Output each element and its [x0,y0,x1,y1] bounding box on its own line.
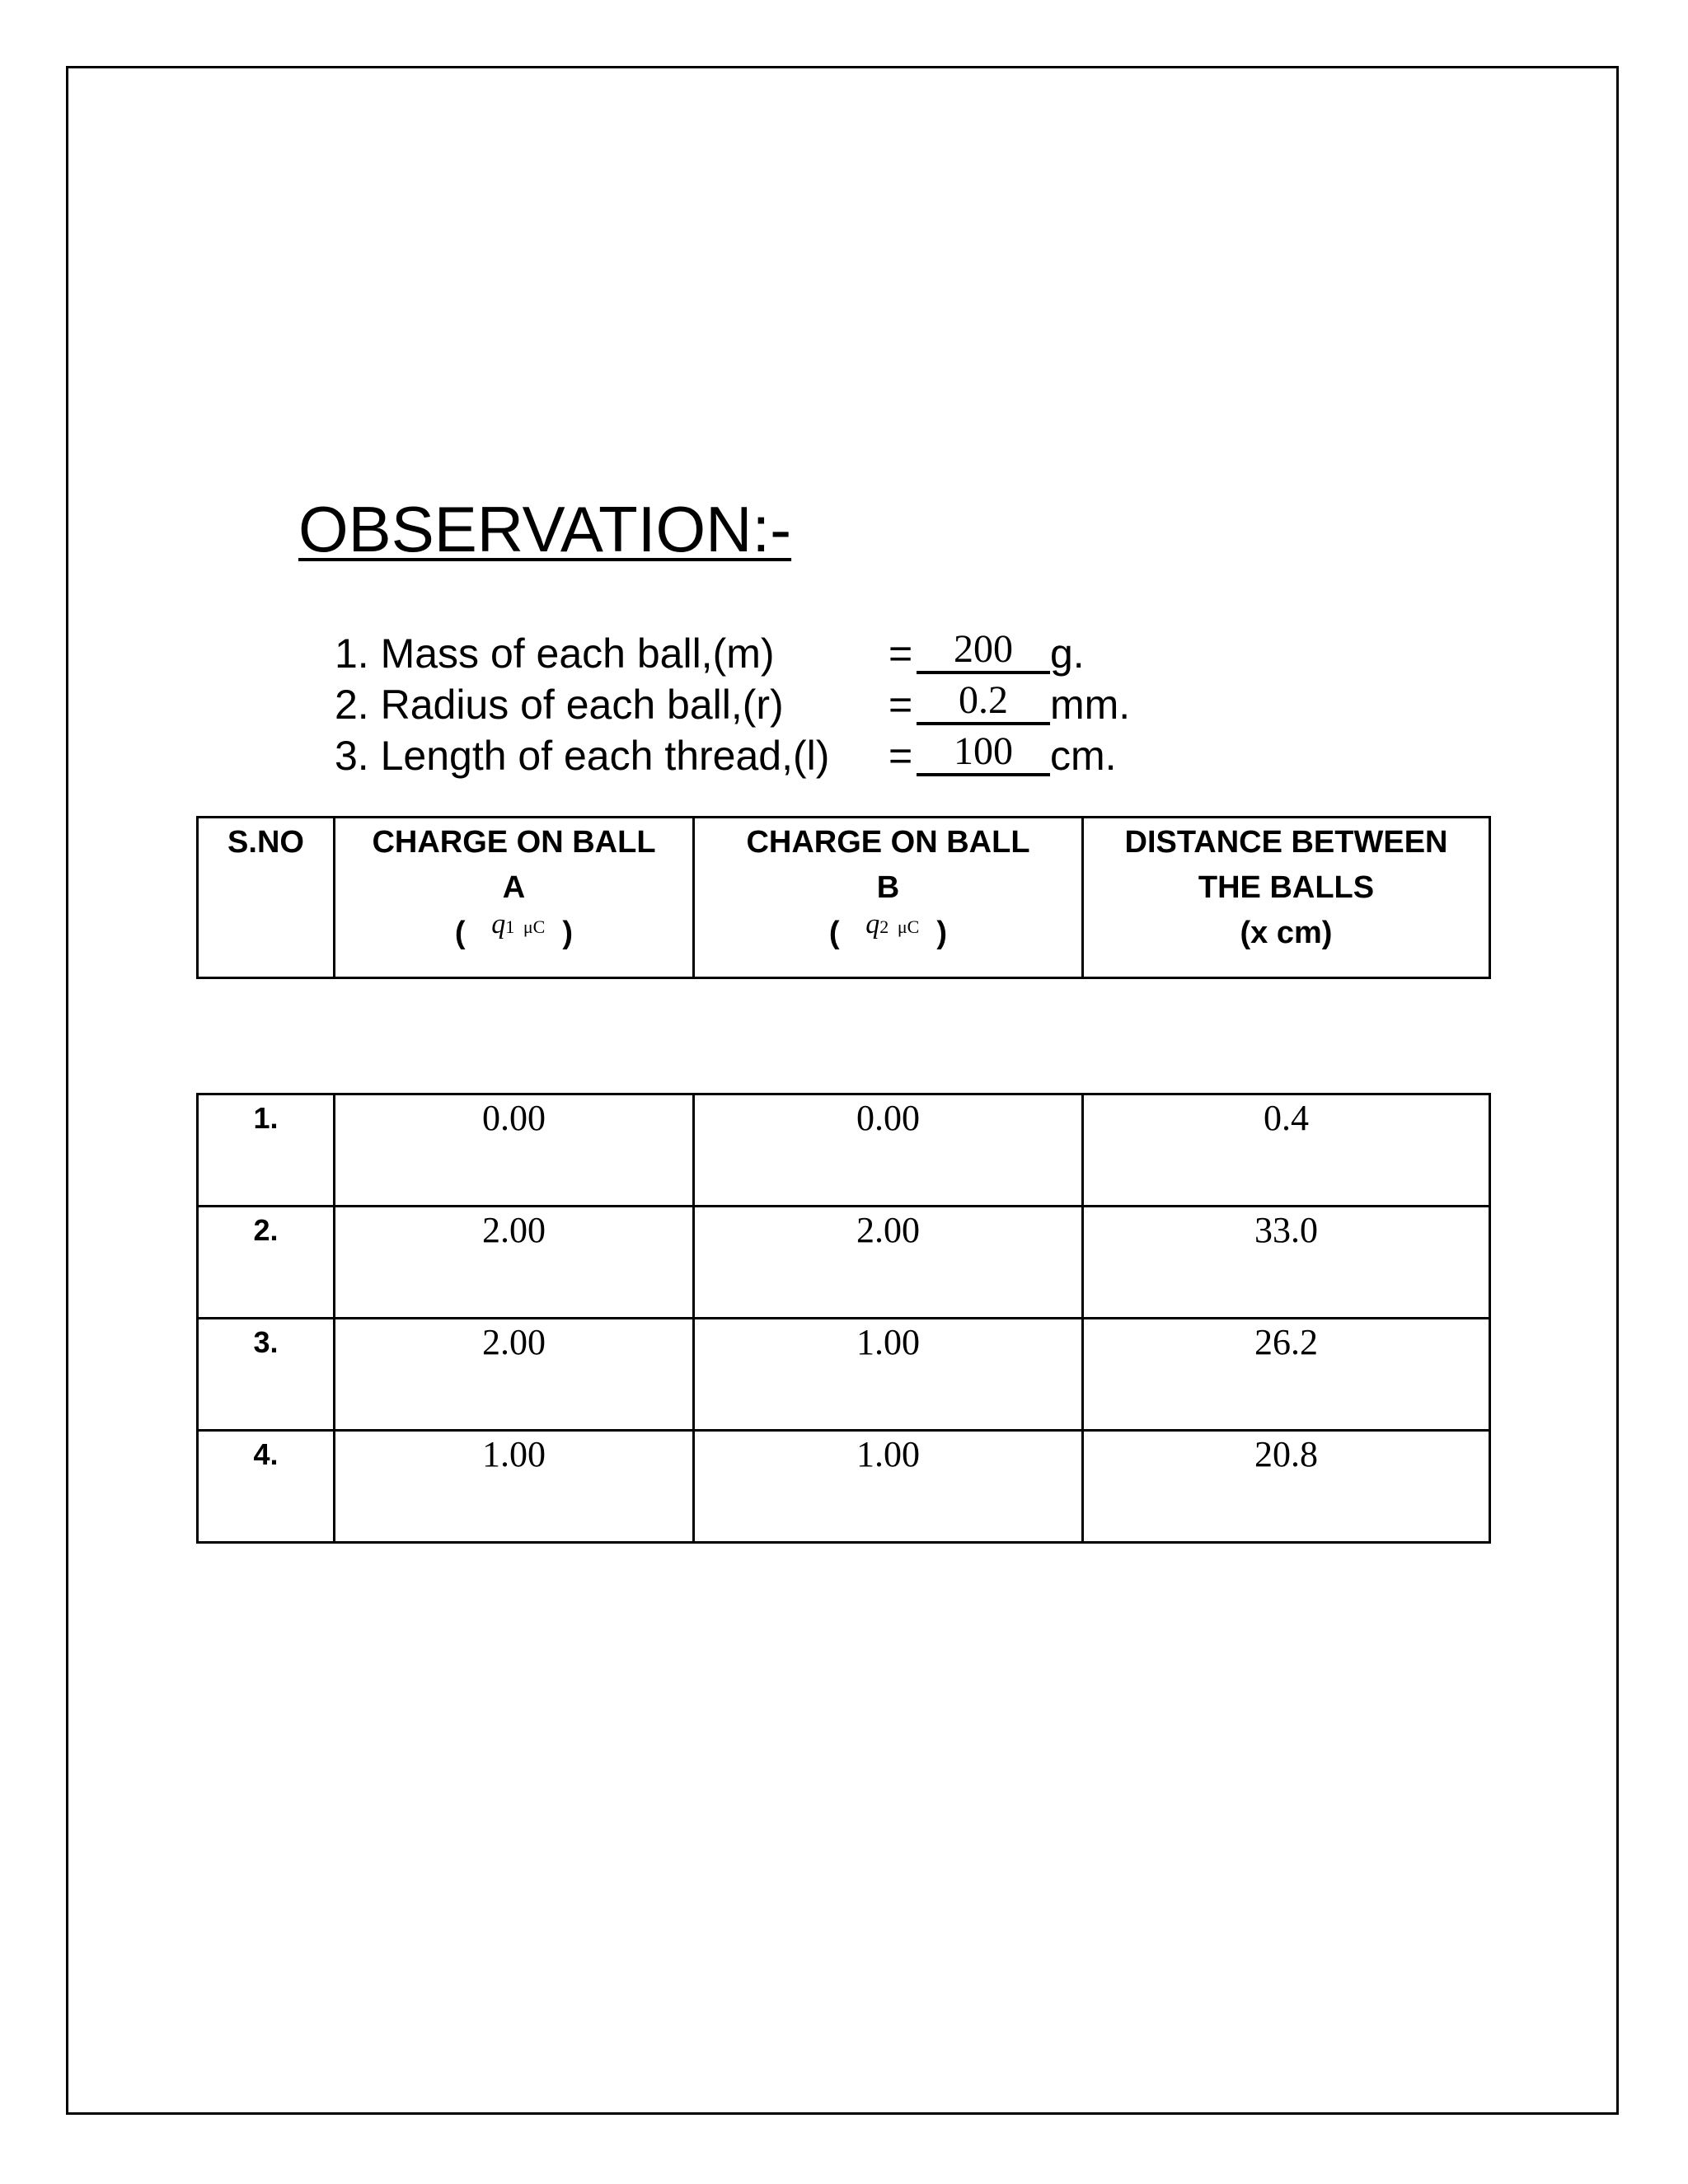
paren-open: ( [828,916,840,950]
charge-subscript: 1 [505,916,515,937]
cell-q2: 2.00 [694,1207,1083,1319]
header-distance-line3: (x cm) [1240,916,1333,950]
cell-q1: 0.00 [335,1094,694,1207]
cell-q1: 2.00 [335,1319,694,1431]
observation-table-header [196,816,1491,979]
header-distance-line1: DISTANCE BETWEEN [1124,825,1448,860]
cell-distance: 0.4 [1083,1094,1490,1207]
cell-q2: 1.00 [694,1431,1083,1543]
charge-symbol: q [865,909,880,940]
cell-q2: 1.00 [694,1319,1083,1431]
table-row [198,1431,1490,1543]
header-sno-label: S.NO [227,825,304,860]
cell-q1: 1.00 [335,1431,694,1543]
cell-distance: 26.2 [1083,1319,1490,1431]
cell-sno: 1. [198,1094,335,1207]
page-border [66,66,1619,2115]
table-row [198,1319,1490,1431]
charge-unit: μC [523,916,546,937]
measurement-equals: = [889,733,913,779]
table-row [198,1207,1490,1319]
paren-close: ) [562,916,574,950]
header-sno [198,818,335,978]
header-charge-b [694,818,1083,978]
measurement-unit: mm. [1050,682,1131,728]
header-row [198,818,1490,978]
measurement-unit: cm. [1050,733,1117,779]
header-charge-b-unit [695,911,1081,959]
observation-table-data [196,1093,1491,1544]
cell-sno: 2. [198,1207,335,1319]
paren-open: ( [454,916,466,950]
header-charge-b-line2: B [876,870,900,905]
header-charge-a [335,818,694,978]
measurement-label: 1. Mass of each ball,(m) [335,630,775,677]
page-title: OBSERVATION:- [298,493,792,565]
cell-distance: 20.8 [1083,1431,1490,1543]
cell-sno: 4. [198,1431,335,1543]
header-charge-a-line1: CHARGE ON BALL [372,825,656,860]
measurement-equals: = [889,682,913,728]
measurement-unit: g. [1050,630,1085,677]
measurement-value: 100 [917,730,1050,776]
cell-q1: 2.00 [335,1207,694,1319]
charge-subscript: 2 [879,916,889,937]
paren-close: ) [936,916,948,950]
header-charge-a-line2: A [502,870,526,905]
measurement-value: 0.2 [917,679,1050,725]
measurement-label: 2. Radius of each ball,(r) [335,682,784,728]
measurement-label: 3. Length of each thread,(l) [335,733,830,779]
header-distance [1083,818,1490,978]
cell-q2: 0.00 [694,1094,1083,1207]
charge-unit: μC [897,916,920,937]
header-charge-a-unit [335,911,692,959]
header-distance-line2: THE BALLS [1198,870,1375,905]
measurement-value: 200 [917,628,1050,674]
measurement-equals: = [889,630,913,677]
header-charge-b-line1: CHARGE ON BALL [746,825,1030,860]
cell-distance: 33.0 [1083,1207,1490,1319]
cell-sno: 3. [198,1319,335,1431]
charge-symbol: q [491,909,506,940]
table-row [198,1094,1490,1207]
